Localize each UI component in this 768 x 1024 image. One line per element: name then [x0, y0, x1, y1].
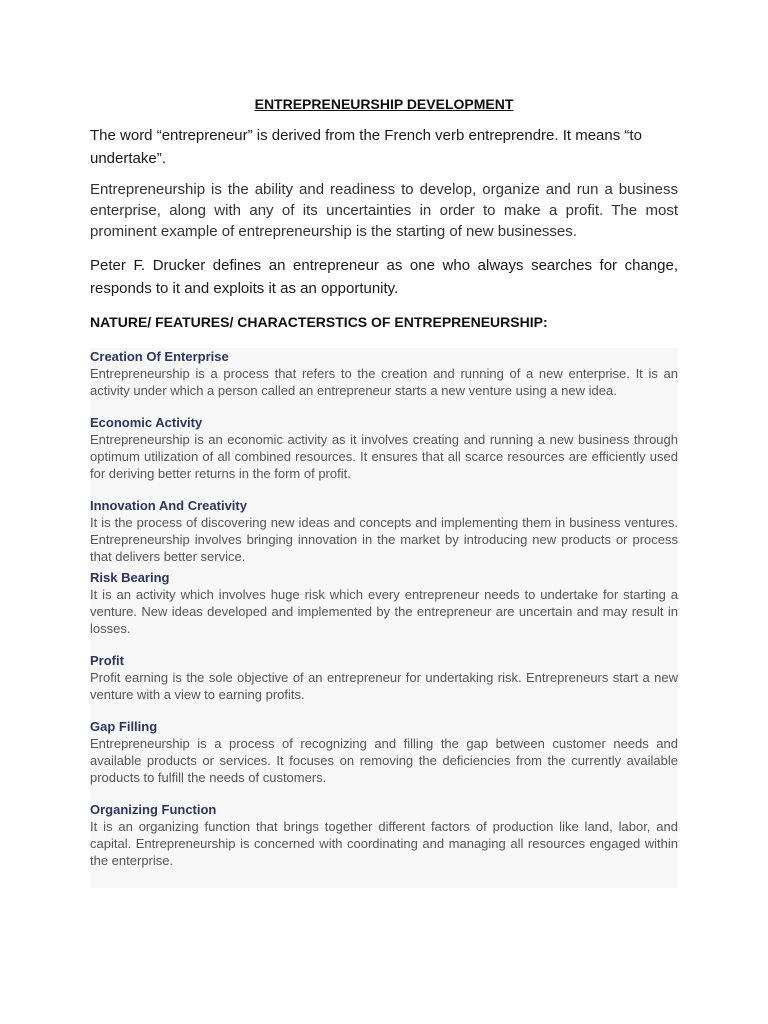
document-content — [90, 94, 678, 888]
feature-item — [90, 569, 678, 637]
feature-body: Entrepreneurship is a process of recognizing and filling the gap between customer needs and available products or services. It focuses on removing the deficiencies from the currently available products to fulfill the needs of customers. — [90, 736, 678, 785]
feature-title: Creation Of Enterprise — [90, 349, 229, 364]
feature-title: Economic Activity — [90, 415, 203, 430]
paragraph-definition: Entrepreneurship is the ability and readiness to develop, organize and run a business enterprise, along with any of its uncertainties in order to make a profit. The most prominent example of entrepreneurship is the starting of new businesses. — [90, 181, 678, 240]
feature-body: Entrepreneurship is an economic activity as it involves creating and running a new business through optimum utilization of all combined resources. It ensures that all scarce resources are efficiently used for deriving better returns in the form of profit. — [90, 432, 678, 481]
feature-title: Organizing Function — [90, 802, 217, 817]
feature-title: Profit — [90, 653, 124, 668]
document-title: ENTREPRENEURSHIP DEVELOPMENT — [254, 96, 514, 112]
feature-body: Profit earning is the sole objective of an entrepreneur for undertaking risk. Entrepreneurs start a new venture with a view to earning profits. — [90, 670, 678, 702]
feature-item — [90, 801, 678, 869]
feature-title: Risk Bearing — [90, 570, 170, 585]
feature-body: Entrepreneurship is a process that refers to the creation and running of a new enterprise. It is an activity under which a person called an entrepreneur starts a new venture using a new idea. — [90, 366, 678, 398]
paragraph-etymology: The word “entrepreneur” is derived from the French verb entreprendre. It means “to undertake”. — [90, 127, 642, 167]
feature-item — [90, 652, 678, 703]
paragraph-drucker: Peter F. Drucker defines an entrepreneur as one who always searches for change, responds to it and exploits it as an opportunity. — [90, 257, 678, 297]
feature-item — [90, 718, 678, 786]
section-heading: NATURE/ FEATURES/ CHARACTERSTICS OF ENTREPRENEURSHIP: — [90, 314, 548, 330]
feature-title: Gap Filling — [90, 719, 158, 734]
feature-title: Innovation And Creativity — [90, 498, 247, 513]
features-list — [90, 348, 678, 888]
feature-item — [90, 497, 678, 565]
feature-body: It is an organizing function that brings together different factors of production like land, labor, and capital. Entrepreneurship is concerned with coordinating and managing all resources engaged within the enterprise. — [90, 819, 678, 868]
feature-body: It is an activity which involves huge risk which every entrepreneur needs to undertake for starting a venture. New ideas developed and implemented by the entrepreneur are uncertain and may result in losses. — [90, 587, 678, 636]
feature-item — [90, 414, 678, 482]
feature-item — [90, 348, 678, 399]
feature-body: It is the process of discovering new ideas and concepts and implementing them in business ventures. Entrepreneurship involves bringing innovation in the market by introducing new products or process that delivers better service. — [90, 515, 678, 564]
